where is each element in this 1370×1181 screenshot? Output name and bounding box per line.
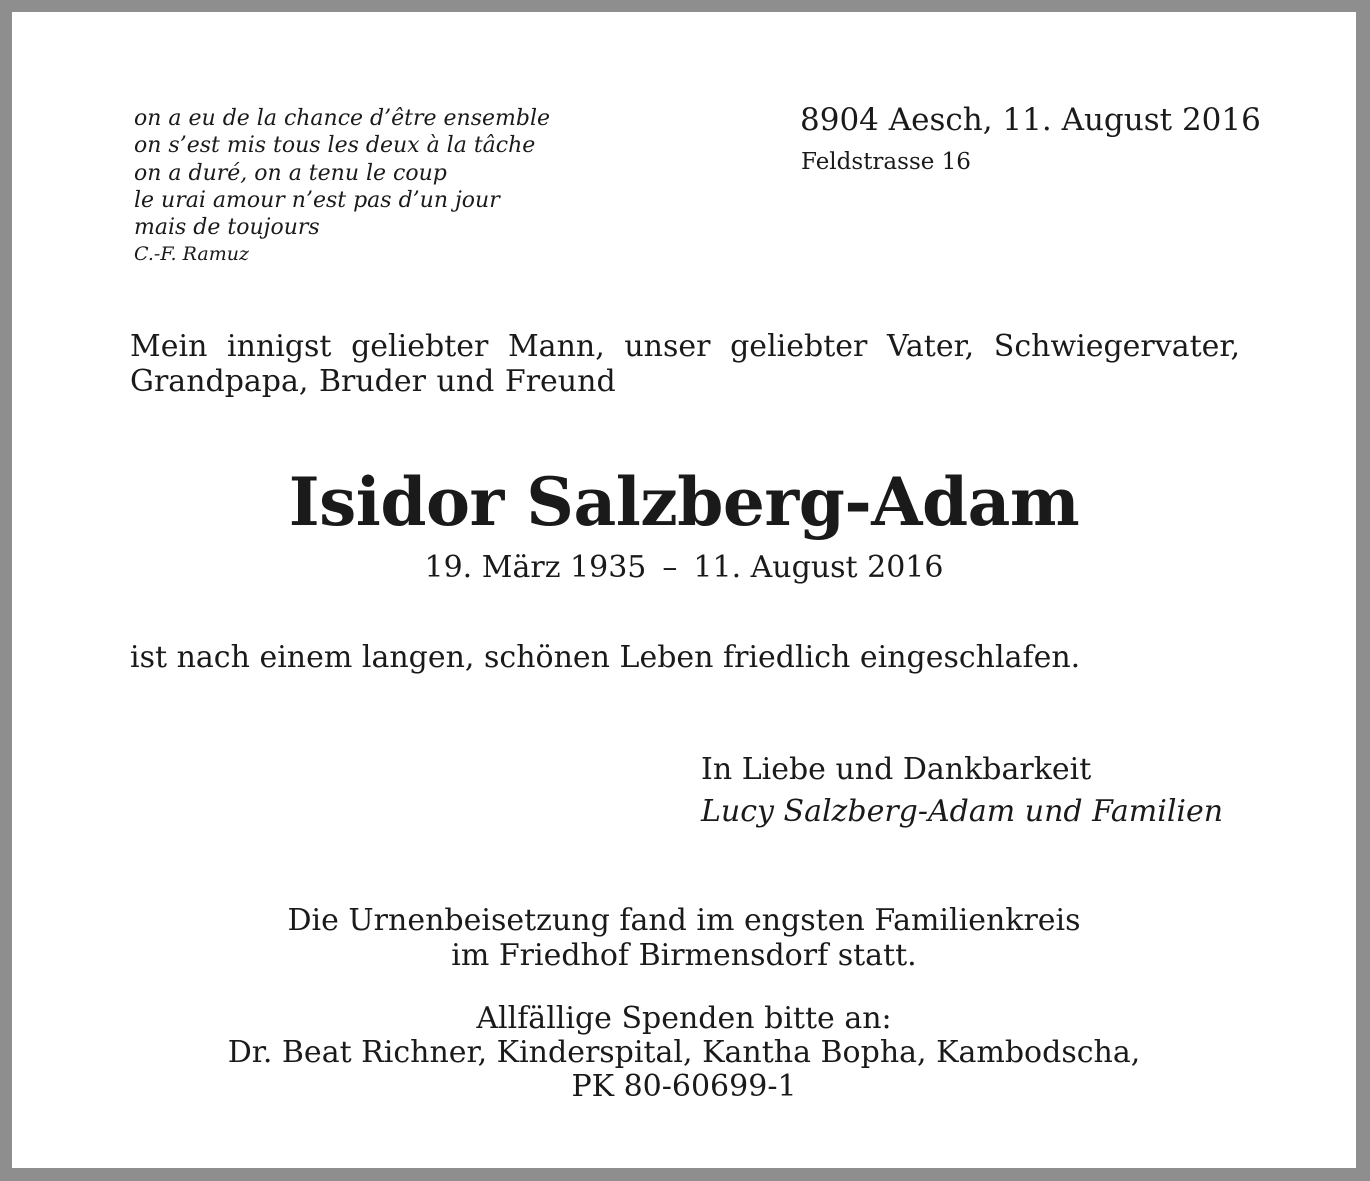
passed-away-text: ist nach einem langen, schönen Leben friedlich eingeschlafen. bbox=[130, 640, 1081, 675]
life-dates bbox=[12, 548, 1356, 588]
closing-block bbox=[701, 749, 1223, 833]
donation-notice bbox=[12, 1002, 1356, 1104]
intro-text: Mein innigst geliebter Mann, unser geliebter Vater, Schwiegervater, Grandpapa, Bruder und Freund bbox=[130, 329, 1240, 399]
poem-line: on a eu de la chance d’être ensemble bbox=[134, 106, 551, 131]
family-signature: Lucy Salzberg-Adam und Familien bbox=[701, 794, 1224, 829]
donation-line: Allfällige Spenden bitte an: bbox=[476, 1001, 892, 1036]
address: Feldstrasse 16 bbox=[801, 149, 971, 175]
burial-line: im Friedhof Birmensdorf statt. bbox=[451, 938, 917, 973]
poem-line: on a duré, on a tenu le coup bbox=[134, 160, 447, 186]
place-and-date: 8904 Aesch, 11. August 2016 bbox=[800, 102, 1261, 138]
donation-recipient: Dr. Beat Richner, Kinderspital, Kantha Bopha, Kambodscha, bbox=[227, 1035, 1141, 1070]
poem-author: C.-F. Ramuz bbox=[134, 243, 249, 266]
date-separator: – bbox=[662, 550, 678, 585]
closing-phrase: In Liebe und Dankbarkeit bbox=[701, 752, 1092, 787]
obituary-notice bbox=[12, 12, 1356, 1168]
poem-line: on s’est mis tous les deux à la tâche bbox=[134, 133, 536, 159]
burial-line: Die Urnenbeisetzung fand im engsten Familienkreis bbox=[287, 903, 1081, 938]
poem-quote bbox=[134, 105, 594, 268]
poem-line: le urai amour n’est pas d’un jour bbox=[134, 187, 500, 213]
poem-line: mais de toujours bbox=[134, 215, 320, 241]
birth-date: 19. März 1935 bbox=[424, 550, 647, 585]
deceased-name: Isidor Salzberg-Adam bbox=[288, 463, 1080, 541]
burial-notice bbox=[12, 903, 1356, 973]
donation-account: PK 80-60699-1 bbox=[571, 1069, 797, 1104]
death-date: 11. August 2016 bbox=[693, 550, 944, 585]
